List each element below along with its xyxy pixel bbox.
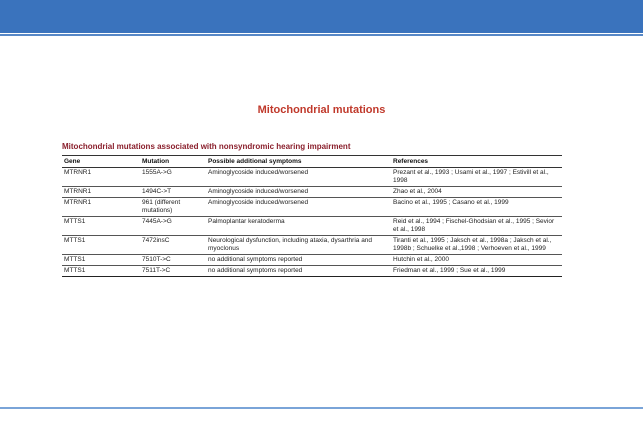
references-cell: Zhao et al., 2004 [391,187,562,198]
mutations-table [62,155,562,277]
header-gene: Gene [62,156,140,168]
header-mutation: Mutation [140,156,206,168]
header-bar [0,0,643,33]
gene-cell: MTTS1 [62,236,140,255]
gene-cell: MTTS1 [62,266,140,277]
footer-rule [0,407,643,409]
symptoms-cell: Aminoglycoside induced/worsened [206,187,391,198]
symptoms-cell: Palmoplantar keratoderma [206,217,391,236]
references-cell: Reid et al., 1994 ; Fischel-Ghodsian et al., 1995 ; Sevior et al., 1998 [391,217,562,236]
mutation-cell: 961 (different mutations) [140,198,206,217]
mutation-cell: 7472insC [140,236,206,255]
mutation-cell: 1555A->G [140,168,206,187]
mutation-cell: 1494C->T [140,187,206,198]
mutation-cell: 7510T->C [140,255,206,266]
table-row [62,168,562,187]
symptoms-cell: Aminoglycoside induced/worsened [206,198,391,217]
gene-cell: MTRNR1 [62,198,140,217]
references-cell: Friedman et al., 1999 ; Sue et al., 1999 [391,266,562,277]
table-row [62,236,562,255]
table-row [62,266,562,277]
table-header-row [62,156,562,168]
header-symptoms: Possible additional symptoms [206,156,391,168]
symptoms-cell: no additional symptoms reported [206,266,391,277]
references-cell: Prezant et al., 1993 ; Usami et al., 1997 ; Estivill et al., 1998 [391,168,562,187]
symptoms-cell: Neurological dysfunction, including ataxia, dysarthria and myoclonus [206,236,391,255]
table-row [62,217,562,236]
mutation-cell: 7445A->G [140,217,206,236]
table-row [62,187,562,198]
header-rule [0,34,643,36]
table-row [62,198,562,217]
references-cell: Bacino et al., 1995 ; Casano et al., 1999 [391,198,562,217]
gene-cell: MTTS1 [62,217,140,236]
references-cell: Hutchin et al., 2000 [391,255,562,266]
gene-cell: MTTS1 [62,255,140,266]
symptoms-cell: Aminoglycoside induced/worsened [206,168,391,187]
symptoms-cell: no additional symptoms reported [206,255,391,266]
table-caption: Mitochondrial mutations associated with nonsyndromic hearing impairment [62,142,351,151]
mutation-cell: 7511T->C [140,266,206,277]
gene-cell: MTRNR1 [62,187,140,198]
slide-title: Mitochondrial mutations [257,104,386,116]
references-cell: Tiranti et al., 1995 ; Jaksch et al., 1998a ; Jaksch et al., 1998b ; Schuelke et al.,1998 ; Verhoeven et al., 1999 [391,236,562,255]
table-row [62,255,562,266]
header-references: References [391,156,562,168]
gene-cell: MTRNR1 [62,168,140,187]
